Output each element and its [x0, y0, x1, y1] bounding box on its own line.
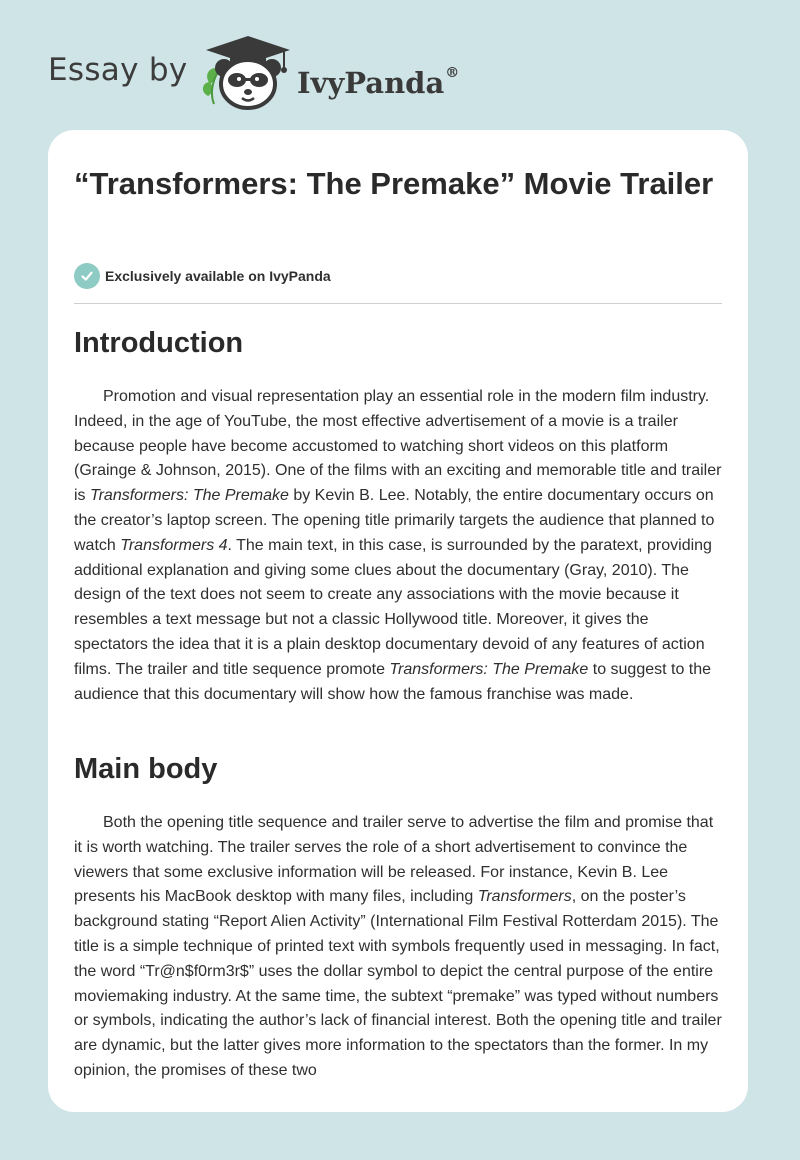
article-title: “Transformers: The Premake” Movie Trailer — [74, 166, 714, 201]
badge-label: Exclusively available on IvyPanda — [105, 268, 331, 284]
check-circle-icon — [74, 263, 100, 289]
site-header — [0, 0, 800, 130]
panda-logo-icon[interactable] — [200, 34, 296, 110]
section-heading-introduction: Introduction — [74, 327, 244, 359]
divider — [74, 303, 722, 304]
brand-name[interactable]: IvyPanda® — [297, 65, 460, 100]
introduction-paragraph: Promotion and visual representation play an essential role in the modern film industry. Indeed, in the age of YouTube, the most effective advertisement of a movie is a trailer because people have become accustomed to watching short videos on this platform (Grainge & Johnson, 2015). One of the films with an exciting and memorable title and trailer is Transformers: The Premake by Kevin B. Lee. Notably, the entire documentary occurs on the creator’s laptop screen. The opening title primarily targets the audience that planned to watch Transformers 4. The main text, in this case, is surrounded by the paratext, providing additional explanation and giving some clues about the documentary (Gray, 2010). The design of the text does not seem to create any associations with the movie because it resembles a text message but not a classic Hollywood title. Moreover, it gives the spectators the idea that it is a plain desktop documentary devoid of any features of action films. The trailer and title sequence promote Transformers: The Premake to suggest to the audience that this documentary will show how the famous franchise was made. — [74, 388, 722, 703]
exclusive-badge — [74, 263, 331, 289]
registered-mark: ® — [445, 65, 460, 81]
essay-by-label: Essay by — [48, 52, 188, 88]
article-card — [48, 130, 748, 1112]
section-heading-main-body: Main body — [74, 753, 218, 785]
main-body-paragraph: Both the opening title sequence and trailer serve to advertise the film and promise that it is worth watching. The trailer serves the role of a short advertisement to convince the viewers that some exclusive information will be released. For instance, Kevin B. Lee presents his MacBook desktop with many files, including Transformers, on the poster’s background stating “Report Alien Activity” (International Film Festival Rotterdam 2015). The title is a simple technique of printed text with symbols frequently used in messaging. In fact, the word “Tr@n$f0rm3r$” uses the dollar symbol to depict the central purpose of the entire moviemaking industry. At the same time, the subtext “premake” was typed without numbers or symbols, indicating the author’s lack of financial interest. Both the opening title and trailer are dynamic, but the latter gives more information to the spectators than the former. In my opinion, the promises of these two — [74, 814, 722, 1079]
